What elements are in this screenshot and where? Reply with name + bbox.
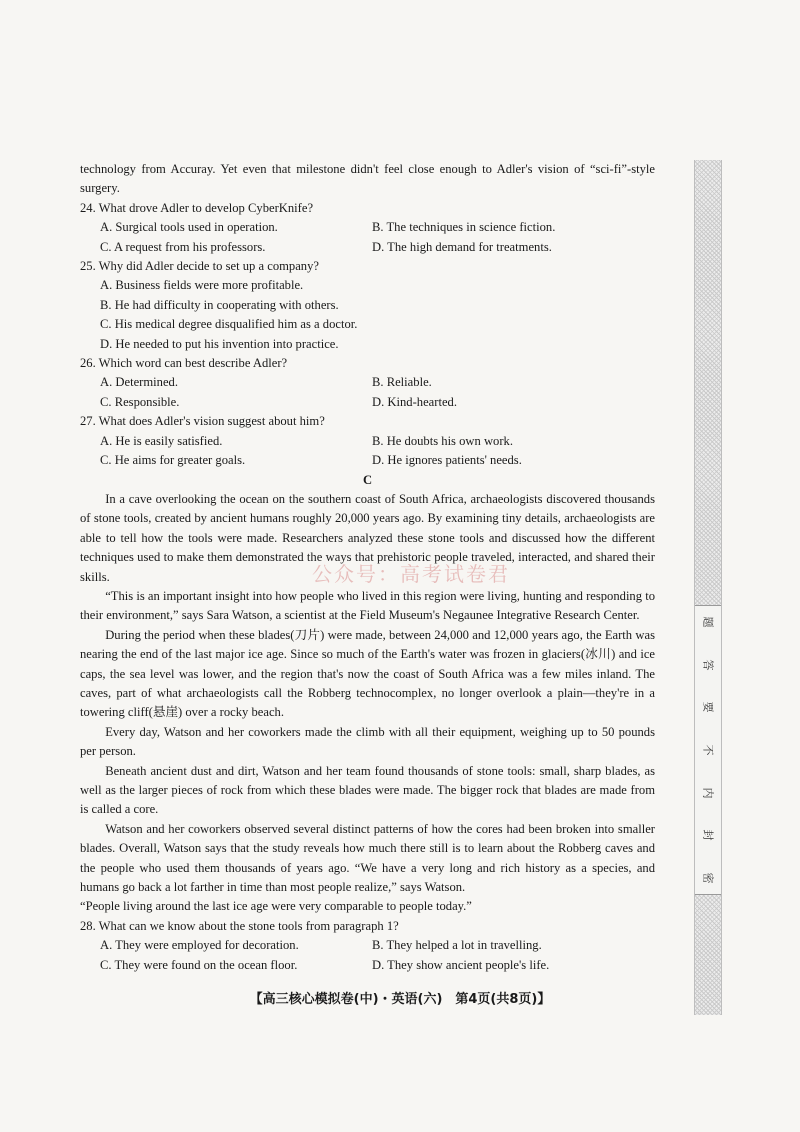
option-27b: B. He doubts his own work.	[372, 433, 513, 448]
binding-char: 题	[701, 616, 714, 628]
option-24a: A. Surgical tools used in operation.	[100, 220, 278, 235]
option-24b: B. The techniques in science fiction.	[372, 220, 556, 235]
option-24d: D. The high demand for treatments.	[372, 239, 552, 254]
question-25: 25. Why did Adler decide to set up a company?	[80, 259, 319, 274]
passage-paragraph-3: During the period when these blades(刀片) were made, between 24,000 and 12,000 years ago, the Earth was nearing the end of the last major ice age. Since so much of the Earth's water was frozen in glaciers(冰川) and ice caps, the sea level was lower, and the region that's now the coast of South Africa was a few miles inland. The caves, part of what archaeologists call the Robberg technocomplex, no longer overlook a plain—they're in a towering cliff(悬崖) over a rocky beach.	[80, 627, 655, 720]
option-25c: C. His medical degree disqualified him as a doctor.	[100, 317, 358, 332]
passage-b-ending: technology from Accuray. Yet even that milestone didn't feel close enough to Adler's vision of “sci-fi”-style surgery.	[80, 162, 655, 196]
option-28a: A. They were employed for decoration.	[100, 938, 299, 953]
option-27c: C. He aims for greater goals.	[100, 453, 246, 468]
question-28-options	[80, 936, 655, 975]
question-27-options	[80, 432, 655, 471]
question-26-options	[80, 373, 655, 412]
question-26: 26. Which word can best describe Adler?	[80, 356, 288, 371]
question-25-options	[80, 276, 655, 354]
option-26d: D. Kind-hearted.	[372, 394, 457, 409]
option-25d: D. He needed to put his invention into practice.	[100, 336, 339, 351]
option-28d: D. They show ancient people's life.	[372, 957, 550, 972]
option-28c: C. They were found on the ocean floor.	[100, 957, 298, 972]
option-26a: A. Determined.	[100, 375, 178, 390]
binding-char: 不	[701, 744, 714, 756]
exam-page	[80, 160, 655, 975]
binding-char: 封	[701, 829, 714, 841]
passage-paragraph-2: “This is an important insight into how people who lived in this region were living, hunting and responding to their environment,” says Sara Watson, a scientist at the Field Museum's Negaunee Integrative Research Center.	[80, 588, 655, 623]
option-24c: C. A request from his professors.	[100, 239, 266, 254]
option-26b: B. Reliable.	[372, 375, 432, 390]
option-25b: B. He had difficulty in cooperating with others.	[100, 297, 339, 312]
section-heading: C	[362, 472, 373, 487]
binding-char: 要	[701, 701, 714, 713]
passage-paragraph-7: “People living around the last ice age were very comparable to people today.”	[80, 899, 472, 914]
passage-paragraph-6: Watson and her coworkers observed several distinct patterns of how the cores had been broken into smaller blades. Overall, Watson says that the study reveals how much there still is to learn about the Robberg caves and the people who used them thousands of years ago. “We have a very long and rich history as a species, and humans go back a lot farther in time than most people realize,” says Watson.	[80, 821, 655, 895]
option-25a: A. Business fields were more profitable.	[100, 278, 304, 293]
question-24-options	[80, 218, 655, 257]
binding-strip-label	[695, 605, 721, 895]
question-27: 27. What does Adler's vision suggest about him?	[80, 414, 325, 429]
option-27d: D. He ignores patients' needs.	[372, 453, 522, 468]
page-footer: 【高三核心模拟卷(中)・英语(六) 第4页(共8页)】	[249, 992, 551, 1007]
passage-paragraph-1: In a cave overlooking the ocean on the southern coast of South Africa, archaeologists discovered thousands of stone tools, created by ancient humans roughly 20,000 years ago. By examining tiny details, archaeologists are able to tell how the tools were made. Researchers analyzed these stone tools and discussed how the different techniques used to make them demonstrated the ways that prehistoric people traveled, interacted, and shared their skills.	[80, 491, 655, 584]
watermark: 公众号：高考试卷君	[312, 562, 510, 586]
passage-paragraph-5: Beneath ancient dust and dirt, Watson and her team found thousands of stone tools: small, sharp blades, as well as the larger pieces of rock from which these blades were made. The bigger rock that blades are made from is called a core.	[80, 763, 655, 817]
question-24: 24. What drove Adler to develop CyberKnife?	[80, 200, 314, 215]
passage-paragraph-4: Every day, Watson and her coworkers made the climb with all their equipment, weighing up to 50 pounds per person.	[80, 724, 655, 759]
option-28b: B. They helped a lot in travelling.	[372, 938, 542, 953]
binding-char: 答	[701, 659, 714, 671]
binding-strip	[694, 160, 722, 1015]
binding-char: 密	[701, 872, 714, 884]
question-28: 28. What can we know about the stone tools from paragraph 1?	[80, 918, 399, 933]
option-27a: A. He is easily satisfied.	[100, 433, 223, 448]
binding-char: 内	[701, 787, 714, 799]
option-26c: C. Responsible.	[100, 394, 180, 409]
